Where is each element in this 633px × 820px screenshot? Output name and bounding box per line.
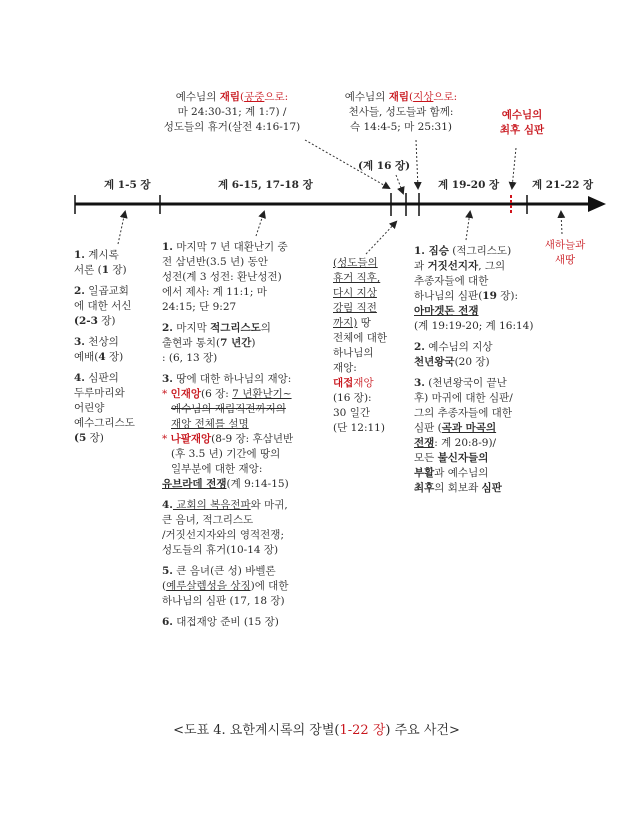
text: 장):	[496, 290, 519, 302]
text: 마지막	[172, 322, 211, 334]
text: 7 년간	[220, 337, 252, 349]
text: (5	[74, 432, 87, 444]
text: 재림	[388, 91, 409, 103]
col2-item-3	[162, 372, 334, 492]
pointer-col2	[256, 212, 264, 236]
text: 4	[98, 351, 106, 363]
text: 곡과 마곡의	[441, 422, 497, 434]
col2-item-5	[162, 564, 334, 609]
text: )	[251, 337, 256, 349]
col2-item-2	[162, 321, 334, 366]
text: 대접재앙 준비 (15 장)	[172, 616, 279, 628]
text: 천상의	[84, 336, 119, 348]
text: 하나님의 심판(	[414, 290, 483, 302]
text: 천사들, 성도들과 함께:	[348, 106, 454, 118]
text: 예수님의	[501, 109, 543, 121]
text: 으로:	[433, 91, 458, 103]
text: (	[239, 91, 245, 103]
text: 심판의	[84, 372, 119, 384]
col4-item-3	[414, 376, 544, 496]
text: (계 19:19-20; 계 16:14)	[414, 320, 534, 332]
text: 휴거 직후,	[333, 272, 381, 284]
text: 후) 마귀에 대한 심판/	[414, 392, 513, 404]
text: 장)	[97, 315, 116, 327]
text: 예배(	[74, 351, 99, 363]
text: 짐승	[424, 245, 449, 257]
text: 거짓선지자	[427, 260, 479, 272]
pointer-final-judgment	[512, 148, 516, 188]
text: 예수그리스도	[74, 417, 135, 429]
text: 큰 음녀(큰 성) 바벨론	[172, 565, 276, 577]
text: 1.	[414, 245, 425, 257]
text: 서론 (	[74, 264, 102, 276]
col4-chapters-19-20	[414, 244, 544, 502]
text: 성도들의 휴거(살전 4:16-17)	[163, 121, 301, 133]
text: 2.	[162, 322, 173, 334]
text: 대접	[333, 377, 354, 389]
text: 2.	[74, 285, 85, 297]
text: : 계 20:8-9)/	[434, 437, 497, 449]
text: 재앙	[353, 377, 374, 389]
text: <도표 4. 요한계시록의 장별(	[173, 723, 340, 738]
text: 모든	[414, 452, 438, 464]
text: 3.	[414, 377, 425, 389]
timeline-seg2-label: 계 6-15, 17-18 장	[218, 179, 313, 191]
text: (계 9:14-15)	[226, 478, 289, 490]
text: 5.	[162, 565, 173, 577]
text: 천년왕국	[414, 356, 455, 368]
col3-chapter-16	[333, 256, 411, 436]
timeline-seg3-label: 계 19-20 장	[438, 179, 500, 191]
text: 에서 제사: 계 11:1; 마	[162, 286, 267, 298]
text: 예수님의 지상	[424, 341, 493, 353]
text: 최후 심판	[499, 124, 545, 136]
text: (적그리스도)	[448, 245, 512, 257]
col1-item-2	[74, 284, 164, 329]
pointer-col3	[366, 222, 396, 254]
text: 4.	[74, 372, 85, 384]
text: 일부분에 대한 재앙:	[171, 463, 263, 475]
note-final-judgment	[482, 108, 562, 138]
text: 인재앙	[170, 388, 202, 400]
text: 적그리스도	[210, 322, 261, 334]
text: (천년왕국이 끝난	[424, 377, 507, 389]
text: 장)	[105, 351, 124, 363]
pointer-new-heaven	[561, 212, 562, 234]
text: 부활	[414, 467, 435, 479]
text: 재림	[219, 91, 240, 103]
col1-item-4	[74, 371, 164, 446]
pointer-rapture-earth	[416, 140, 418, 188]
text: 일곱교회	[84, 285, 129, 297]
text: (6 장:	[201, 388, 233, 400]
text: 예루살렘성을 상징	[166, 580, 251, 592]
text: *	[162, 433, 171, 445]
text: (후 3.5 년) 기간에 땅의	[171, 448, 281, 460]
text: 마지막 7 년 대환난기 중	[172, 241, 288, 253]
text: (단 12:11)	[333, 422, 385, 434]
text: 전 삼년반(3.5 년) 동안	[162, 256, 268, 268]
text: , 그의	[478, 260, 506, 272]
text: (20 장)	[454, 356, 490, 368]
text: *	[162, 388, 171, 400]
text: )에 대한	[250, 580, 289, 592]
text: 1-22 장	[339, 723, 386, 738]
text: 예수님의	[175, 91, 220, 103]
timeline-ch16-label: (계 16 장)	[358, 160, 411, 172]
text: /거짓선지자와의 영적전쟁;	[162, 529, 284, 541]
text: 하나님의 심판 (17, 18 장)	[162, 595, 285, 607]
text: 최후	[414, 482, 435, 494]
text: 까지)	[333, 317, 358, 329]
text: 공중	[244, 91, 265, 103]
text: (16 장):	[333, 392, 372, 404]
col2-item-1	[162, 240, 334, 315]
timeline-seg4-label: 계 21-22 장	[532, 179, 594, 191]
text: (	[408, 91, 414, 103]
text: (2-3	[74, 315, 98, 327]
text: (성도들의	[333, 257, 378, 269]
text: 출현과 통치(	[162, 337, 221, 349]
text: 의	[260, 322, 271, 334]
text: 유브라데 전쟁	[162, 478, 227, 490]
text: 2.	[414, 341, 425, 353]
text: : (6, 13 장)	[162, 352, 218, 364]
text: 전쟁	[414, 437, 435, 449]
text: 땅에 대한 하나님의 재앙:	[172, 373, 292, 385]
text: 새땅	[554, 254, 576, 266]
col1-chapters-1-5	[74, 248, 164, 452]
text: 땅	[357, 317, 371, 329]
text: 와 마귀,	[250, 499, 288, 511]
text: 재앙 전체를 설명	[171, 418, 249, 430]
text: 장)	[86, 432, 104, 444]
text: 지상	[413, 91, 434, 103]
col2-item-6	[162, 615, 334, 630]
text: 성전(계 3 성전: 환난성전)	[162, 271, 282, 283]
text: 성도들의 휴거(10-14 장)	[162, 544, 279, 556]
text: 3.	[162, 373, 173, 385]
text: 19	[482, 290, 497, 302]
figure-caption	[0, 722, 633, 740]
text: 24:15; 단 9:27	[162, 301, 237, 313]
text: 아마겟돈 전쟁	[414, 305, 479, 317]
text: 심판 (	[414, 422, 442, 434]
note-new-heaven-new-earth	[535, 238, 595, 268]
text: 6.	[162, 616, 173, 628]
text: 추종자들에 대한	[414, 275, 489, 287]
text: 다시 지상	[333, 287, 377, 299]
pointer-col1	[118, 212, 125, 244]
text: 슥 14:4-5; 마 25:31)	[350, 121, 452, 133]
text: 예수님의 재림직전까지의	[171, 403, 286, 415]
text: 그의 추종자들에 대한	[414, 407, 512, 419]
text: (8-9 장: 후삼년반	[211, 433, 294, 445]
text: (	[162, 580, 167, 592]
text: 의 회보좌	[434, 482, 482, 494]
text: 3.	[74, 336, 85, 348]
timeline-arrowhead	[588, 196, 606, 212]
text: 나팔재앙	[170, 433, 212, 445]
col1-item-3	[74, 335, 164, 365]
text: 전체에 대한	[333, 332, 388, 344]
col2-item-4	[162, 498, 334, 558]
text: 두루마리와	[74, 387, 125, 399]
text: 과 예수님의	[434, 467, 489, 479]
text: 새하늘과	[544, 239, 586, 251]
text: 30 일간	[333, 407, 370, 419]
pointer-col4	[466, 212, 470, 240]
timeline-seg1-label: 계 1-5 장	[104, 179, 151, 191]
text: 계시록	[84, 249, 119, 261]
text: 마 24:30-31; 계 1:7) /	[177, 106, 287, 118]
text: 강림 직전	[333, 302, 377, 314]
pointer-ch16	[396, 175, 403, 193]
text: 장)	[109, 264, 127, 276]
note-rapture-air	[142, 90, 322, 135]
text: 큰 음녀, 적그리스도	[162, 514, 254, 526]
col4-item-2	[414, 340, 544, 370]
text: 재앙:	[333, 362, 357, 374]
col4-item-1	[414, 244, 544, 334]
text: 7 년환난기~	[232, 388, 292, 400]
col1-item-1	[74, 248, 164, 278]
text: 1.	[74, 249, 85, 261]
text: 예수님의	[344, 91, 389, 103]
text: 불신자들의	[437, 452, 489, 464]
note-rapture-earth	[326, 90, 476, 135]
text: 교회의 복음전파	[172, 499, 251, 511]
text: 으로:	[264, 91, 289, 103]
text: ) 주요 사건>	[385, 723, 460, 738]
text: 4.	[162, 499, 173, 511]
text: 과	[414, 260, 428, 272]
text: 1	[101, 264, 110, 276]
text: 에 대한 서신	[74, 300, 132, 312]
text: 심판	[481, 482, 502, 494]
col2-chapters-6-18	[162, 240, 334, 636]
text: 어린양	[74, 402, 105, 414]
text: 하나님의	[333, 347, 374, 359]
text: 1.	[162, 241, 173, 253]
